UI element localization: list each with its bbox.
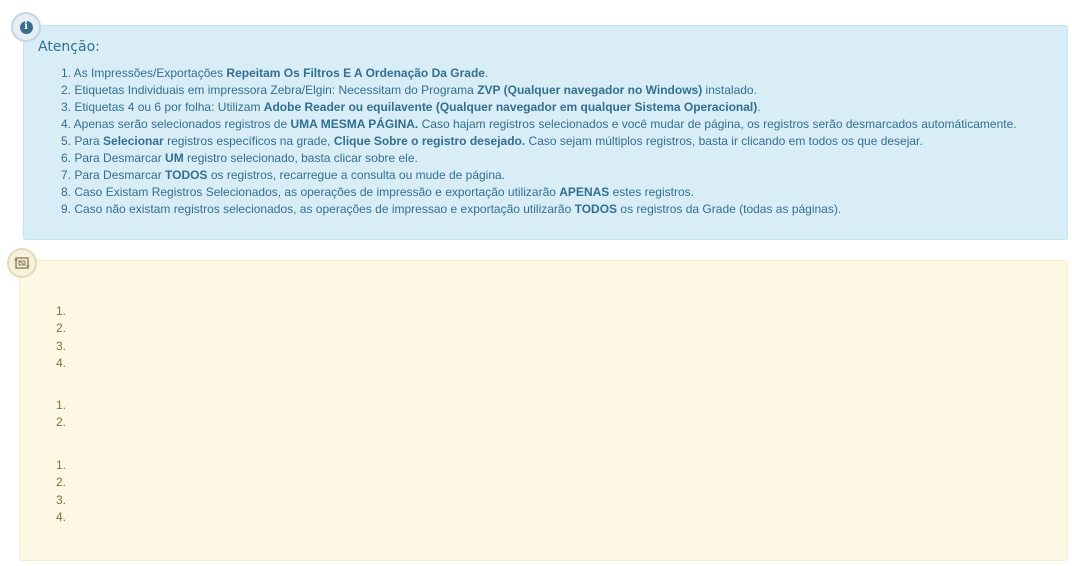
section-ate-5 [34, 301, 66, 372]
attention-item [61, 150, 1017, 167]
attention-item [61, 184, 1017, 201]
info-icon: i [20, 21, 33, 34]
attention-item-text: Caso hajam registros selecionados e você mudar de página, os registros serão desmarcados automáticamente. [418, 117, 1017, 131]
attention-list [61, 65, 1017, 218]
section-list [34, 457, 66, 526]
attention-item-bold: Selecionar [103, 134, 164, 148]
attention-item [61, 133, 1017, 150]
attention-item-text: 5. Para [61, 134, 104, 148]
attention-item [61, 201, 1017, 218]
attention-item [61, 99, 1017, 116]
list-item [56, 474, 66, 491]
attention-item-text: 2. Etiquetas Individuais em impressora Zebra/Elgin: Necessitam do Programa [61, 83, 478, 97]
list-item [56, 492, 66, 509]
list-item [56, 414, 66, 431]
declaration-badge [7, 248, 37, 278]
attention-item-text: os registros da Grade (todas as páginas). [617, 202, 842, 216]
attention-item-bold: Repeitam Os Filtros E A Ordenação Da Grade [226, 66, 485, 80]
list-item [56, 397, 66, 414]
list-item [56, 338, 66, 355]
attention-item-text: . [484, 66, 489, 80]
list-item [56, 303, 66, 320]
list-item [56, 457, 66, 474]
attention-item-text: 6. Para Desmarcar [61, 151, 166, 165]
attention-item-text: 4. Apenas serão selecionados registros de [61, 117, 291, 131]
section-list [34, 303, 66, 372]
declaration-panel [19, 260, 1068, 561]
section-massa [34, 455, 66, 526]
attention-panel [23, 25, 1068, 240]
attention-item-bold: ZVP (Qualquer navegador no Windows) [477, 83, 703, 97]
attention-item-text: instalado. [702, 83, 757, 97]
attention-item-bold: UMA MESMA PÁGINA. [290, 117, 419, 131]
attention-item-text: 1. As Impressões/Exportações [61, 66, 227, 80]
attention-item [61, 116, 1017, 133]
declaration-icon [14, 256, 30, 270]
attention-item-text: . [757, 100, 761, 114]
attention-item-text: 9. Caso não existam registros selecionados, as operações de impressao e exportação utilizarão [61, 202, 575, 216]
attention-item-text: Caso sejam múltiplos registros, basta ir clicando em todos os que desejar. [525, 134, 923, 148]
attention-item-text: os registros, recarregue a consulta ou mude de página. [207, 168, 506, 182]
attention-item-text: 3. Etiquetas 4 ou 6 por folha: Utilizam [61, 100, 264, 114]
attention-item-text: registro selecionado, basta clicar sobre ele. [183, 151, 418, 165]
info-badge [11, 12, 41, 42]
attention-item-bold: APENAS [559, 185, 610, 199]
attention-item-bold: TODOS [165, 168, 208, 182]
attention-item-text: registros específicos na grade, [163, 134, 334, 148]
attention-item [61, 167, 1017, 184]
attention-item-text: 7. Para Desmarcar [61, 168, 166, 182]
attention-item-bold: UM [165, 151, 184, 165]
section-mais-5 [34, 395, 66, 432]
attention-item [61, 82, 1017, 99]
attention-item-text: estes registros. [609, 185, 694, 199]
list-item [56, 320, 66, 337]
attention-item-text: 8. Caso Existam Registros Selecionados, as operações de impressão e exportação utilizarão [61, 185, 560, 199]
attention-item [61, 65, 1017, 82]
attention-title: Atenção: [38, 39, 100, 55]
section-list [34, 397, 66, 432]
attention-item-bold: Clique Sobre o registro desejado. [333, 134, 526, 148]
list-item [56, 509, 66, 526]
list-item [56, 355, 66, 372]
attention-item-bold: Adobe Reader ou equilavente (Qualquer navegador em qualquer Sistema Operacional) [263, 100, 758, 114]
attention-item-bold: TODOS [574, 202, 618, 216]
